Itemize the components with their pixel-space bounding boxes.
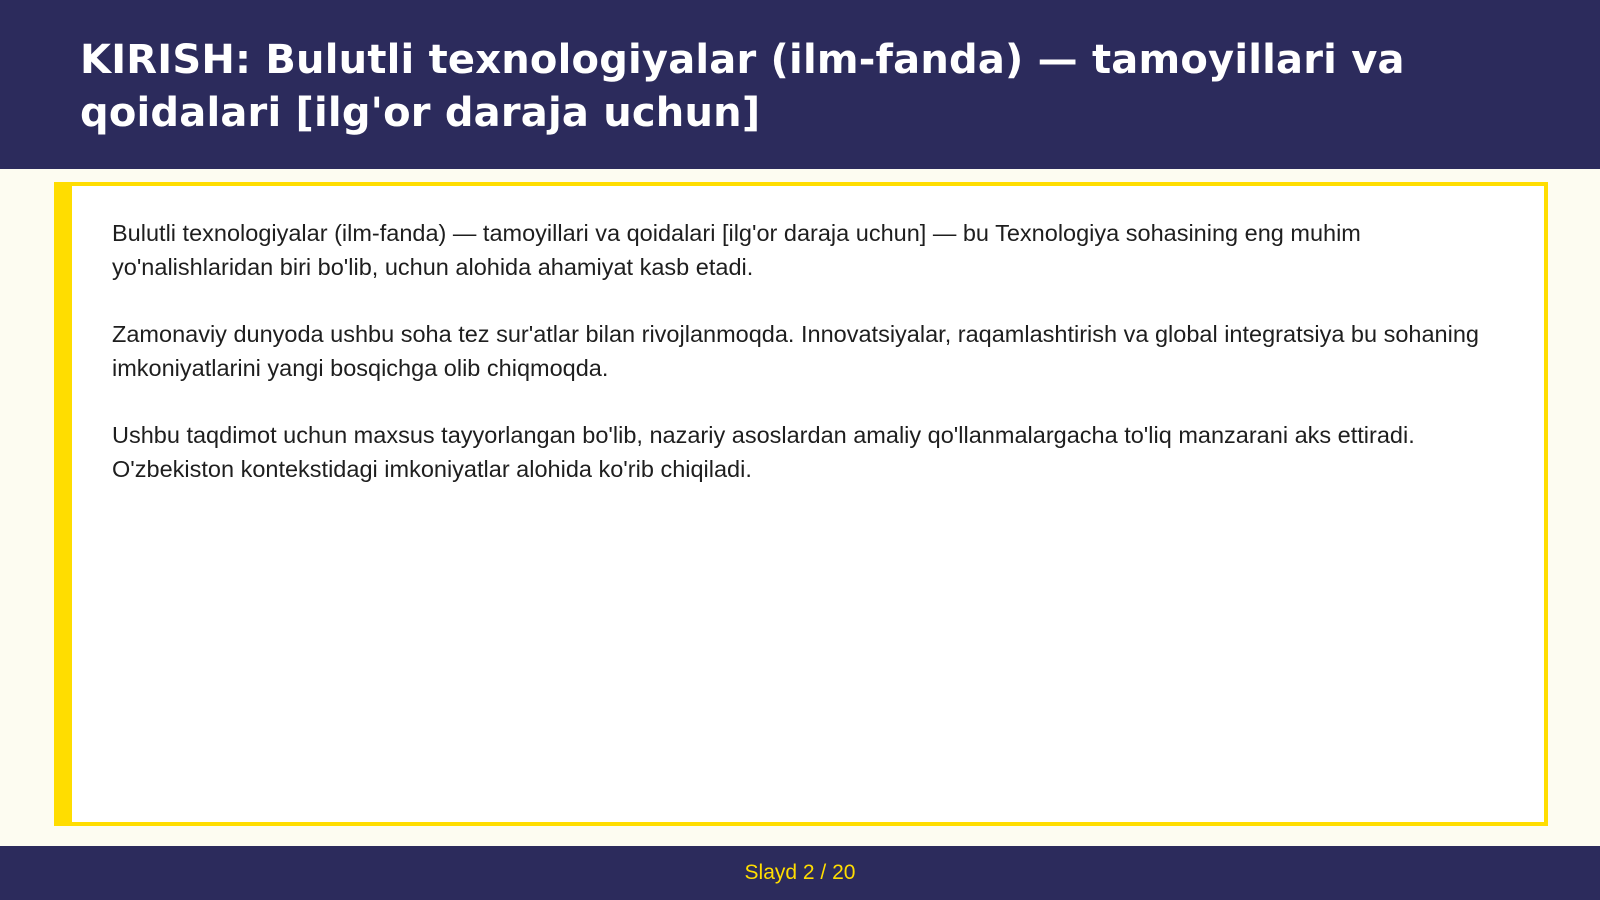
slide-title: KIRISH: Bulutli texnologiyalar (ilm-fanda) — tamoyillari va qoidalari [ilg'or daraja uchun] [80,37,1405,136]
slide-counter: Slayd 2 / 20 [744,861,856,884]
content-box [54,182,1548,826]
slide-header [0,0,1600,169]
slide-footer [0,846,1600,900]
paragraph-intro: Bulutli texnologiyalar (ilm-fanda) — tamoyillari va qoidalari [ilg'or daraja uchun] — bu Texnologiya sohasining eng muhim yo'nalishlaridan biri bo'lib, uchun alohida ahamiyat kasb etadi. [112,220,1361,280]
paragraph-presentation-purpose: Ushbu taqdimot uchun maxsus tayyorlangan bo'lib, nazariy asoslardan amaliy qo'llanmalargacha to'liq manzarani aks ettiradi. O'zbekiston kontekstidagi imkoniyatlar alohida ko'rib chiqiladi. [112,422,1415,482]
content-body [112,216,1504,519]
paragraph-modern-world: Zamonaviy dunyoda ushbu soha tez sur'atlar bilan rivojlanmoqda. Innovatsiyalar, raqamlashtirish va global integratsiya bu sohaning imkoniyatlarini yangi bosqichga olib chiqmoqda. [112,321,1479,381]
